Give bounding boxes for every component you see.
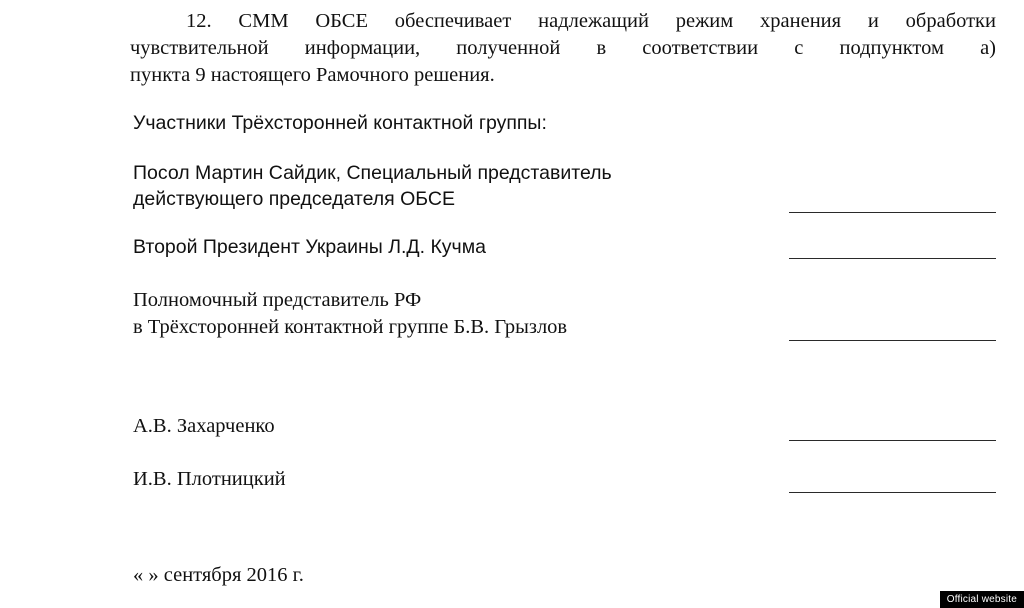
signature-line-5 [789,492,996,493]
signature-line-4 [789,440,996,441]
signatory-plotnitsky [133,466,286,493]
signatory-plotnitsky-line-1: И.В. Плотницкий [133,468,286,490]
signatory-zakharchenko-line-1: А.В. Захарченко [133,415,275,437]
participants-heading: Участники Трёхсторонней контактной группы: [133,112,547,134]
signature-line-2 [789,258,996,259]
paragraph-line-2: чувствительной информации, полученной в соответствии с подпунктом а) [130,37,996,59]
paragraph-line-3: пункта 9 настоящего Рамочного решения. [130,64,495,86]
signature-line-1 [789,212,996,213]
signatory-gryzlov-line-1: Полномочный представитель РФ [133,289,422,311]
watermark-badge: Official website [940,591,1024,608]
signatory-zakharchenko [133,413,275,440]
signatory-kuchma-line-1: Второй Президент Украины Л.Д. Кучма [133,236,486,258]
signatory-saidik-line-1: Посол Мартин Сайдик, Специальный представитель [133,162,612,184]
signatory-kuchma [133,234,486,260]
signatory-gryzlov-line-2: в Трёхсторонней контактной группе Б.В. Грызлов [133,316,568,338]
paragraph-line-1: 12. СММ ОБСЕ обеспечивает надлежащий режим хранения и обработки [186,10,996,32]
signatory-gryzlov [133,287,567,341]
signatory-saidik-line-2: действующего председателя ОБСЕ [133,188,455,210]
signatory-saidik [133,160,612,212]
date-line: « » сентября 2016 г. [133,564,304,586]
signature-line-3 [789,340,996,341]
paragraph-12 [130,8,996,89]
